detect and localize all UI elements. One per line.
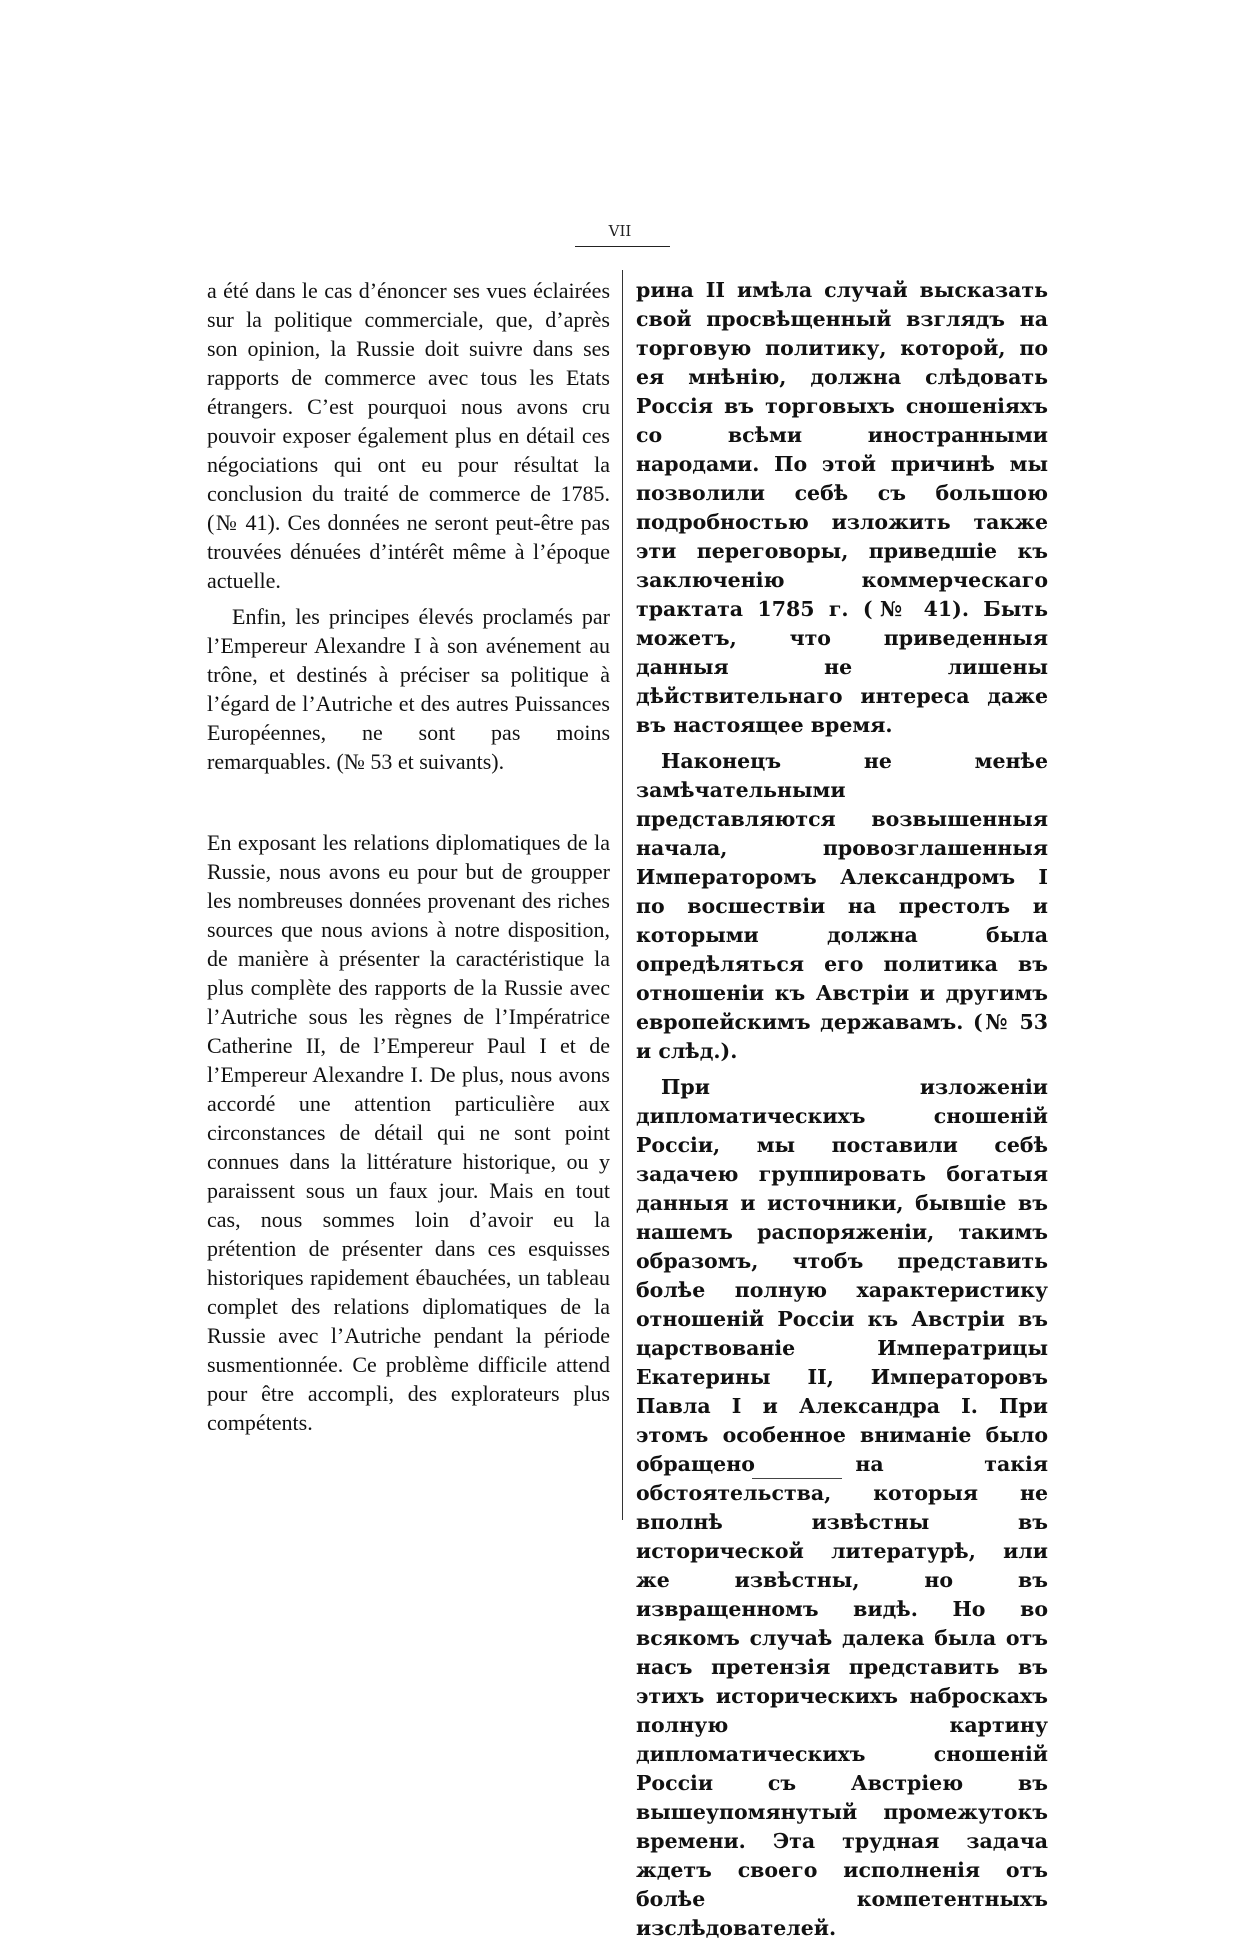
russian-paragraph-3: При изложеніи дипломатическихъ сношеній Россіи, мы поставили себѣ задачею группировать богатыя данныя и источники, бывшіе въ нашемъ распоряженіи, такимъ образомъ, чтобъ представить болѣе полную характеристику отношеній Россіи къ Австріи въ царствованіе Императрицы Екатерины II, Императоровъ Павла I и Александра I. При этомъ особенное вниманіе было обращено на такія обстоятельства, которыя не вполнѣ извѣстны въ исторической литературѣ, или же извѣстны, но въ извращенномъ видѣ. Но во всякомъ случаѣ далека была отъ насъ претензія представить въ этихъ историческихъ наброскахъ полную картину дипломатическихъ сношеній Россіи съ Австріею въ вышеупомянутый промежутокъ времени. Эта трудная задача ждетъ своего исполненія отъ болѣе компетентныхъ изслѣдователей. (636, 1075, 1048, 1940)
russian-column (636, 276, 1048, 1943)
french-paragraph-2: Enfin, les principes élevés proclamés par l’Empereur Alexandre I à son avénement au trône, et destinés à préciser sa politique à l’égard de l’Autriche et des autres Puissances Européennes, ne sont pas moins remarquables. (№ 53 et suivants). (207, 604, 610, 774)
russian-paragraph-1: рина II имѣла случай высказать свой просвѣщенный взглядъ на торговую политику, которой, по ея мнѣнію, должна слѣдовать Россія въ торговыхъ сношеніяхъ со всѣми иностранными народами. По этой причинѣ мы позволили себѣ съ большою подробностью изложить также эти переговоры, приведшіе къ заключенію коммерческаго трактата 1785 г. (№ 41). Быть можетъ, что приведенныя данныя не лишены дѣйствительнаго интереса даже въ настоящее время. (636, 278, 1048, 737)
end-rule (752, 1478, 842, 1479)
russian-paragraph-2: Наконецъ не менѣе замѣчательными представляются возвышенныя начала, провозглашенныя Императоромъ Александромъ I по восшествіи на престолъ и которыми должна была опредѣляться его политика въ отношеніи къ Австріи и другимъ европейскимъ державамъ. (№ 53 и слѣд.). (636, 749, 1048, 1063)
french-paragraph-1: a été dans le cas d’énoncer ses vues éclairées sur la politique commerciale, que, d’après son opinion, la Russie doit suivre dans ses rapports de commerce avec tous les Etats étrangers. C’est pourquoi nous avons cru pouvoir exposer également plus en détail ces négociations qui ont eu pour résultat la conclusion du traité de commerce de 1785. (№ 41). Ces données ne seront peut-être pas trouvées dénuées d’intérêt même à l’époque actuelle. (207, 278, 610, 593)
header-rule (575, 246, 670, 247)
page-number: VII (608, 222, 632, 240)
french-paragraph-3: En exposant les relations diplomatiques de la Russie, nous avons eu pour but de groupper les nombreuses données provenant des riches sources que nous avions à notre disposition, de manière à présenter la caractéristique la plus complète des rapports de la Russie avec l’Autriche sous les règnes de l’Impératrice Catherine II, de l’Empereur Paul I et de l’Empereur Alexandre I. De plus, nous avons accordé une attention particulière aux circonstances de détail qui ne sont point connues dans la littérature historique, ou y paraissent sous un faux jour. Mais en tout cas, nous sommes loin d’avoir eu la prétention de présenter dans ces esquisses historiques rapidement ébauchées, un tableau complet des relations diplomatiques de la Russie avec l’Autriche pendant la période susmentionnée. Ce problème difficile attend pour être accompli, des explorateurs plus compétents. (207, 830, 610, 1435)
column-divider (622, 270, 623, 1520)
french-column (207, 276, 610, 1437)
